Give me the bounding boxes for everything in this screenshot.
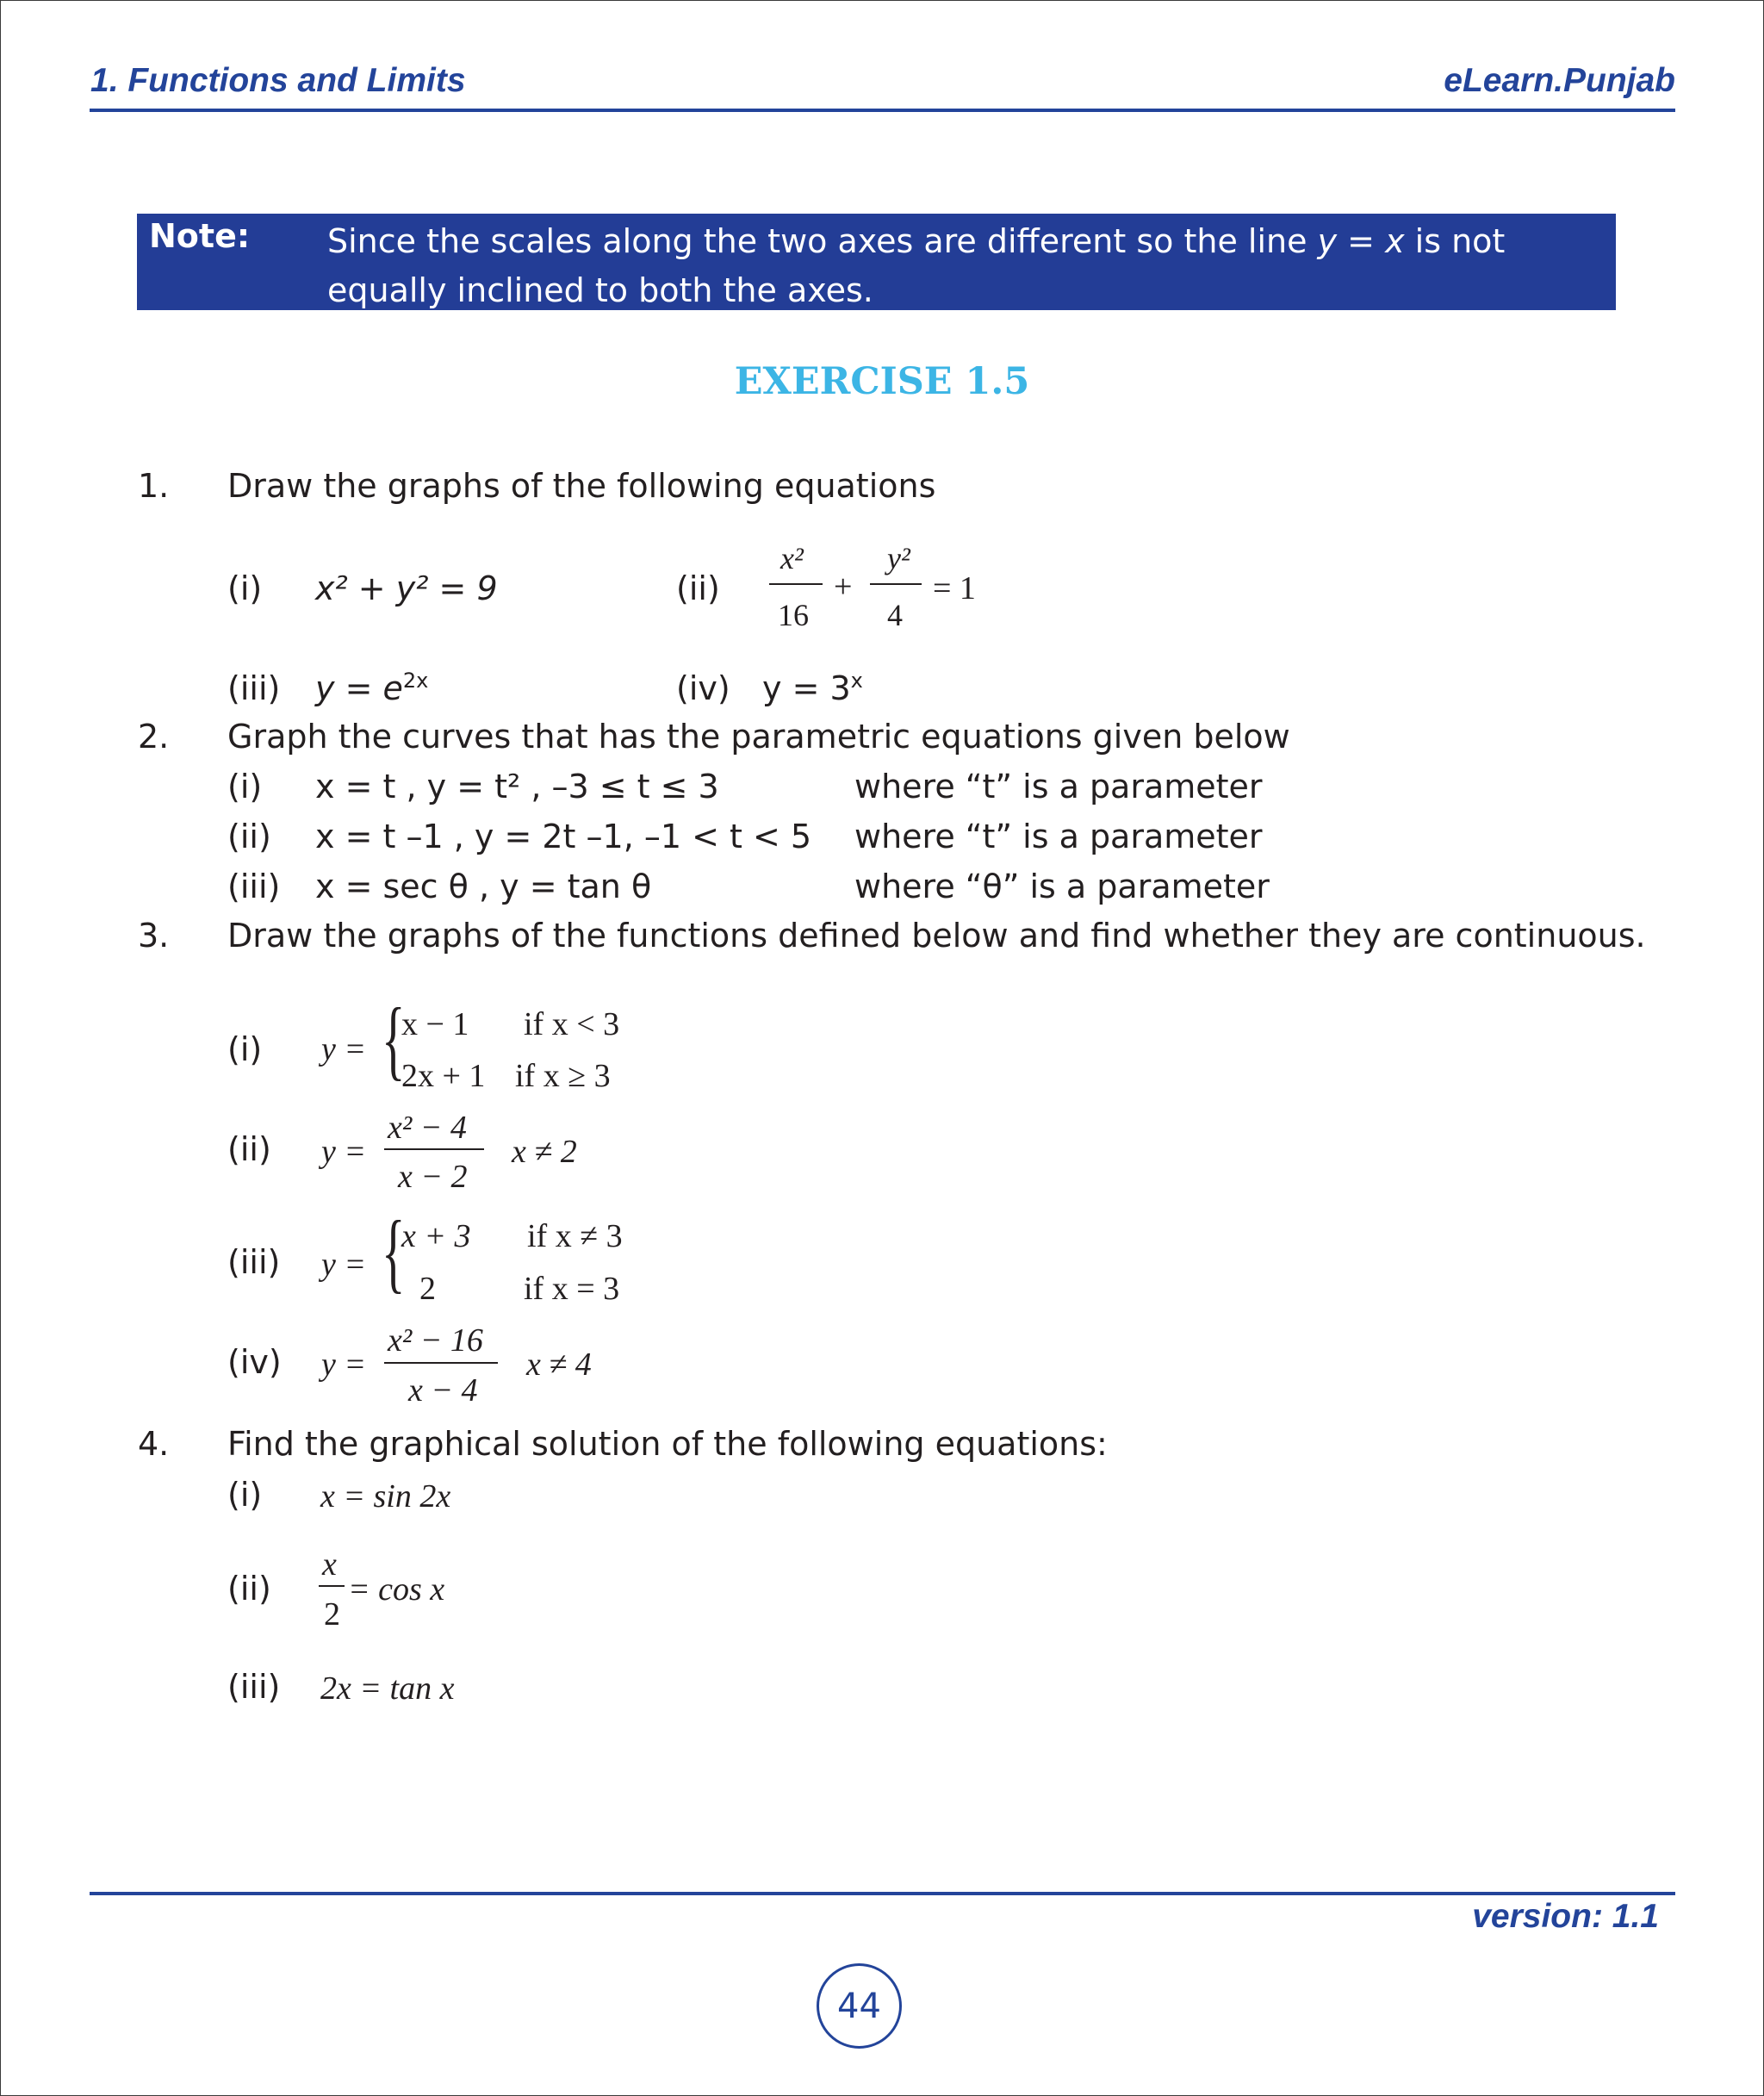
note-var-x: x xyxy=(1385,222,1405,260)
q1-iii-equation: $y = e^{2x}$ xyxy=(315,669,429,707)
q4-text: Find the graphical solution of the following equations: xyxy=(227,1425,1108,1463)
q4-i-equation: x = sin 2x xyxy=(320,1478,451,1514)
q3-iii-label: (iii) xyxy=(227,1243,281,1281)
note-var-y: y xyxy=(1317,222,1338,260)
q3-i-lhs: y = xyxy=(321,1031,367,1067)
q1-iii-label: (iii) xyxy=(227,669,281,707)
q4-ii-rhs: = cos x xyxy=(348,1571,445,1608)
q4-ii-fraction-bar xyxy=(319,1585,345,1587)
q3-iii-row2-expression: 2 xyxy=(419,1271,436,1307)
q1-ii-label: (ii) xyxy=(676,569,720,607)
q2-item-equation: x = t –1 , y = 2t –1, –1 < t < 5 xyxy=(315,818,812,855)
brand-name: eLearn.Punjab xyxy=(1444,62,1675,99)
note-box xyxy=(137,214,1616,310)
chapter-title: 1. Functions and Limits xyxy=(90,62,466,99)
q2-item-label: (i) xyxy=(227,768,263,805)
q3-iv-numerator: x² − 16 xyxy=(388,1322,483,1359)
q3-iii-brace: { xyxy=(382,1203,406,1302)
q4-iii-label: (iii) xyxy=(227,1668,281,1706)
q3-i-row1-expression: x − 1 xyxy=(401,1006,469,1042)
q2-item-label: (ii) xyxy=(227,818,271,855)
q4-ii-label: (ii) xyxy=(227,1570,271,1608)
q3-ii-numerator: x² − 4 xyxy=(388,1110,467,1146)
exercise-title: EXERCISE 1.5 xyxy=(734,360,1030,403)
q3-ii-lhs: y = xyxy=(321,1134,367,1170)
note-text-before: Since the scales along the two axes are different so the line xyxy=(327,222,1318,260)
note-label: Note: xyxy=(149,217,251,255)
q1-i-label: (i) xyxy=(227,569,263,607)
note-equals: = xyxy=(1337,222,1386,260)
q2-item-where: where “t” is a parameter xyxy=(854,818,1263,855)
q2-item-where: where “θ” is a parameter xyxy=(854,868,1270,905)
q1-number: 1. xyxy=(138,467,170,505)
q1-ii-plus: + xyxy=(834,569,853,605)
q2-item-label: (iii) xyxy=(227,868,281,905)
q2-item-equation: x = t , y = t² , –3 ≤ t ≤ 3 xyxy=(315,768,719,805)
q3-ii-denominator: x − 2 xyxy=(398,1159,468,1195)
q1-text: Draw the graphs of the following equations xyxy=(227,467,936,505)
q2-number: 2. xyxy=(138,718,170,756)
q3-iv-condition: x ≠ 4 xyxy=(526,1347,592,1383)
q1-ii-denominator-2: 4 xyxy=(887,598,903,632)
q3-i-row1-condition: if x < 3 xyxy=(524,1006,620,1042)
q1-ii-numerator-2: y² xyxy=(887,541,910,575)
q3-iv-lhs: y = xyxy=(321,1347,367,1383)
q3-iv-fraction-bar xyxy=(384,1362,498,1364)
q3-i-brace: { xyxy=(382,990,406,1089)
q1-i-equation: x² + y² = 9 xyxy=(315,569,498,607)
page-number: 44 xyxy=(817,1963,902,2049)
q1-ii-denominator-1: 16 xyxy=(778,598,809,632)
q3-iii-row1-condition: if x ≠ 3 xyxy=(527,1218,623,1254)
q4-iii-equation: 2x = tan x xyxy=(320,1670,455,1707)
q4-i-label: (i) xyxy=(227,1476,263,1514)
q3-text: Draw the graphs of the functions defined below and find whether they are continuous. xyxy=(227,917,1646,955)
q3-ii-label: (ii) xyxy=(227,1130,271,1168)
note-text-after: is not equally inclined to both the axes. xyxy=(327,222,1506,309)
q3-iv-label: (iv) xyxy=(227,1343,282,1381)
q3-iii-row1-expression: x + 3 xyxy=(401,1218,471,1254)
q2-text: Graph the curves that has the parametric equations given below xyxy=(227,718,1290,756)
q3-ii-fraction-bar xyxy=(384,1148,484,1150)
q3-iv-denominator: x − 4 xyxy=(408,1372,478,1409)
q4-ii-denominator: 2 xyxy=(324,1596,340,1633)
q1-ii-fraction-bar-1 xyxy=(769,583,823,585)
q2-item-where: where “t” is a parameter xyxy=(854,768,1263,805)
q4-ii-numerator: x xyxy=(322,1546,337,1583)
q3-i-row2-condition: if x ≥ 3 xyxy=(515,1058,611,1094)
q2-item-equation: x = sec θ , y = tan θ xyxy=(315,868,652,905)
note-text xyxy=(327,217,1602,315)
q1-ii-numerator-1: x² xyxy=(780,541,804,575)
footer-rule xyxy=(90,1892,1675,1895)
q3-i-row2-expression: 2x + 1 xyxy=(401,1058,486,1094)
q4-number: 4. xyxy=(138,1425,170,1463)
q3-iii-lhs: y = xyxy=(321,1247,367,1283)
q3-ii-condition: x ≠ 2 xyxy=(512,1134,577,1170)
q1-iv-equation: $y = 3^x$ xyxy=(762,669,863,707)
q1-ii-rhs: = 1 xyxy=(933,570,976,606)
q3-iii-row2-condition: if x = 3 xyxy=(524,1271,620,1307)
q3-number: 3. xyxy=(138,917,170,955)
header-rule xyxy=(90,109,1675,112)
q1-iv-label: (iv) xyxy=(676,669,730,707)
version-label: version: 1.1 xyxy=(1472,1898,1659,1935)
q1-ii-fraction-bar-2 xyxy=(870,583,922,585)
q3-i-label: (i) xyxy=(227,1030,263,1068)
